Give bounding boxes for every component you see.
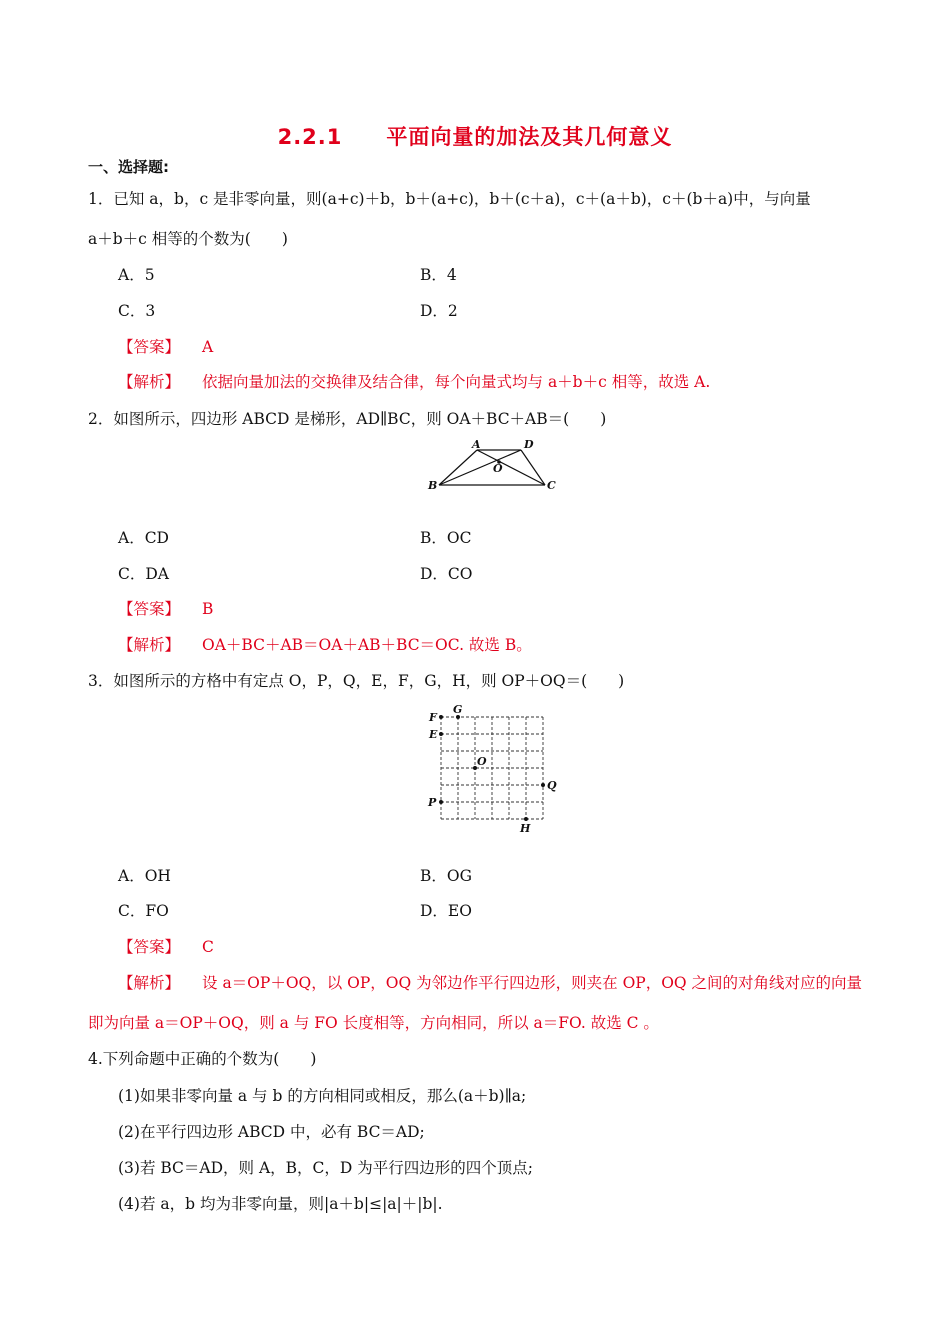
- edge-dc: [521, 450, 545, 485]
- point-q: [541, 783, 545, 787]
- q1-answer: [118, 336, 213, 358]
- label-g: G: [453, 703, 463, 716]
- q1-option-c: C．3: [118, 302, 156, 320]
- label-f: F: [429, 711, 437, 724]
- grid-figure: [423, 702, 561, 836]
- q1-stem-line2: a＋b＋c 相等的个数为( ): [88, 230, 288, 248]
- q1-option-d: D．2: [420, 302, 458, 320]
- point-f: [439, 715, 443, 719]
- analysis-text: 设 a＝OP＋OQ，以 OP，OQ 为邻边作平行四边形，则夹在 OP，OQ 之间的对角线对应的向量: [202, 974, 863, 992]
- label-h: H: [520, 822, 531, 835]
- point-e: [439, 732, 443, 736]
- analysis-text: 依据向量加法的交换律及结合律，每个向量式均与 a＋b＋c 相等，故选 A.: [202, 373, 711, 391]
- q4-item-4: (4)若 a，b 均为非零向量，则|a＋b|≤|a|＋|b|.: [118, 1195, 443, 1213]
- q1-option-b: B．4: [420, 266, 457, 284]
- point-h: [524, 817, 528, 821]
- label-p: P: [428, 796, 437, 809]
- q1-stem-line1: 1．已知 a，b，c 是非零向量，则(a+c)＋b，b＋(a+c)，b＋(c＋a)，c＋(a＋b)，c＋(b＋a)中，与向量: [88, 190, 811, 208]
- label-d: D: [524, 438, 534, 451]
- q1-analysis: [118, 371, 710, 393]
- q4-item-3: (3)若 BC＝AD，则 A，B，C，D 为平行四边形的四个顶点;: [118, 1159, 533, 1177]
- answer-tag: 【答案】: [118, 338, 181, 356]
- answer-value: C: [202, 938, 214, 956]
- q3-option-d: D．EO: [420, 902, 472, 920]
- analysis-text: OA＋BC＋AB＝OA＋AB＋BC＝OC. 故选 B。: [202, 636, 532, 654]
- q3-option-b: B．OG: [420, 867, 472, 885]
- diagonal-bd: [439, 450, 521, 485]
- q3-option-c: C．FO: [118, 902, 169, 920]
- q4-item-2: (2)在平行四边形 ABCD 中，必有 BC＝AD;: [118, 1123, 425, 1141]
- label-a: A: [472, 438, 481, 451]
- point-p: [439, 800, 443, 804]
- q3-option-a: A．OH: [118, 867, 171, 885]
- page-title: 2.2.1 平面向量的加法及其几何意义: [277, 125, 673, 149]
- trapezoid-figure: [425, 438, 560, 496]
- answer-tag: 【答案】: [118, 600, 181, 618]
- q3-analysis-line1: [118, 972, 862, 994]
- q4-stem: 4.下列命题中正确的个数为( ): [88, 1050, 317, 1068]
- label-b: B: [428, 479, 438, 492]
- label-e: E: [429, 728, 438, 741]
- answer-value: A: [202, 338, 214, 356]
- analysis-tag: 【解析】: [118, 974, 181, 992]
- q3-analysis-line2: 即为向量 a＝OP＋OQ，则 a 与 FO 长度相等，方向相同，所以 a＝FO. 故选 C 。: [88, 1014, 659, 1032]
- label-o: O: [477, 755, 487, 768]
- answer-value: B: [202, 600, 214, 618]
- answer-tag: 【答案】: [118, 938, 181, 956]
- analysis-tag: 【解析】: [118, 373, 181, 391]
- q2-stem: 2．如图所示，四边形 ABCD 是梯形，AD∥BC，则 OA＋BC＋AB＝( ): [88, 410, 607, 428]
- q2-analysis: [118, 634, 532, 656]
- label-c: C: [547, 479, 556, 492]
- label-q: Q: [547, 779, 557, 792]
- section-heading: 一、选择题:: [88, 158, 169, 176]
- q1-option-a: A．5: [118, 266, 155, 284]
- q2-option-a: A．CD: [118, 529, 169, 547]
- analysis-tag: 【解析】: [118, 636, 181, 654]
- q2-answer: [118, 598, 213, 620]
- q2-option-b: B．OC: [420, 529, 472, 547]
- q3-stem: 3．如图所示的方格中有定点 O，P，Q，E，F，G，H，则 OP＋OQ＝( ): [88, 672, 625, 690]
- label-o: O: [493, 462, 503, 475]
- diagonal-ac: [477, 450, 545, 485]
- q2-option-d: D．CO: [420, 565, 473, 583]
- q4-item-1: (1)如果非零向量 a 与 b 的方向相同或相反，那么(a＋b)∥a;: [118, 1087, 527, 1105]
- q2-option-c: C．DA: [118, 565, 169, 583]
- edge-ab: [439, 450, 477, 485]
- q3-answer: [118, 936, 214, 958]
